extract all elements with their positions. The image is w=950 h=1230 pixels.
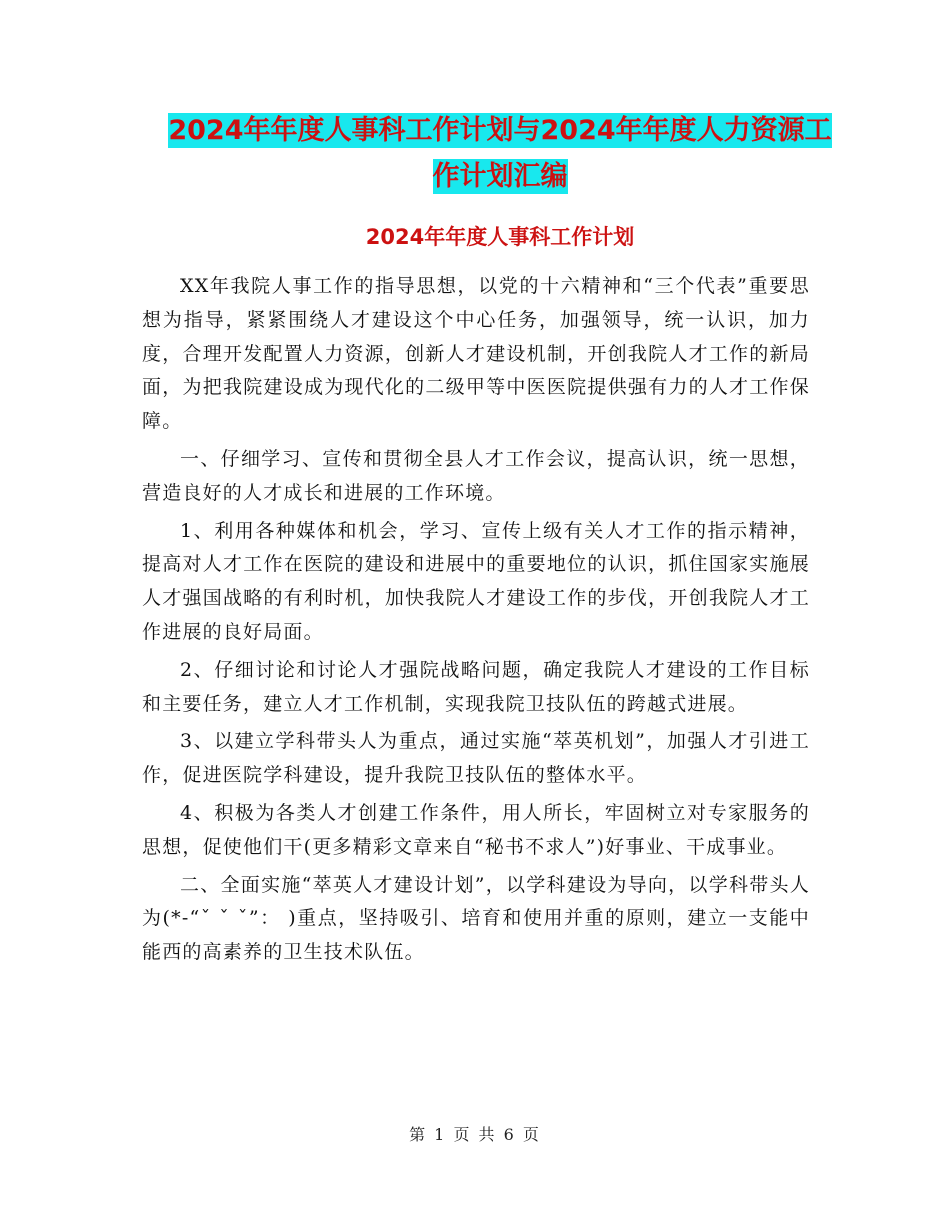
- paragraph-5: 3、以建立学科带头人为重点，通过实施“萃英机划”，加强人才引进工作，促进医院学科建设，提升我院卫技队伍的整体水平。: [142, 730, 810, 787]
- document-title-line-1: 2024年年度人事科工作计划与2024年年度人力资源工: [168, 115, 832, 146]
- paragraph-2: 一、仔细学习、宣传和贯彻全县人才工作会议，提高认识，统一思想，营造良好的人才成长和进展的工作环境。: [142, 447, 810, 504]
- document-title-line-2: 作计划汇编: [432, 161, 568, 192]
- paragraph-4: 2、仔细讨论和讨论人才强院战略问题，确定我院人才建设的工作目标和主要任务，建立人才工作机制，实现我院卫技队伍的跨越式进展。: [142, 658, 810, 715]
- paragraph-1: XX年我院人事工作的指导思想，以党的十六精神和“三个代表”重要思想为指导，紧紧围绕人才建设这个中心任务，加强领导，统一认识，加力度，合理开发配置人力资源，创新人才建设机制，开创我院人才工作的新局面，为把我院建设成为现代化的二级甲等中医医院提供强有力的人才工作保障。: [142, 275, 810, 433]
- paragraph-6: 4、积极为各类人才创建工作条件，用人所长，牢固树立对专家服务的思想，促使他们干(更多精彩文章来自“秘书不求人”)好事业、干成事业。: [142, 801, 810, 858]
- paragraph-7: 二、全面实施“萃英人才建设计划”，以学科建设为导向，以学科带头人为(*-“ˇ ˇ ˇ”： )重点，坚持吸引、培育和使用并重的原则，建立一支能中能西的高素养的卫生技术队伍。: [142, 873, 810, 964]
- document-title: [140, 108, 860, 200]
- section-title: 2024年年度人事科工作计划: [365, 225, 635, 249]
- document-body: [142, 270, 810, 974]
- page-footer: 第 1 页 共 6 页: [409, 1125, 541, 1144]
- paragraph-3: 1、利用各种媒体和机会，学习、宣传上级有关人才工作的指示精神，提高对人才工作在医院的建设和进展中的重要地位的认识，抓住国家实施展人才强国战略的有利时机，加快我院人才建设工作的步伐，开创我院人才工作进展的良好局面。: [142, 519, 810, 643]
